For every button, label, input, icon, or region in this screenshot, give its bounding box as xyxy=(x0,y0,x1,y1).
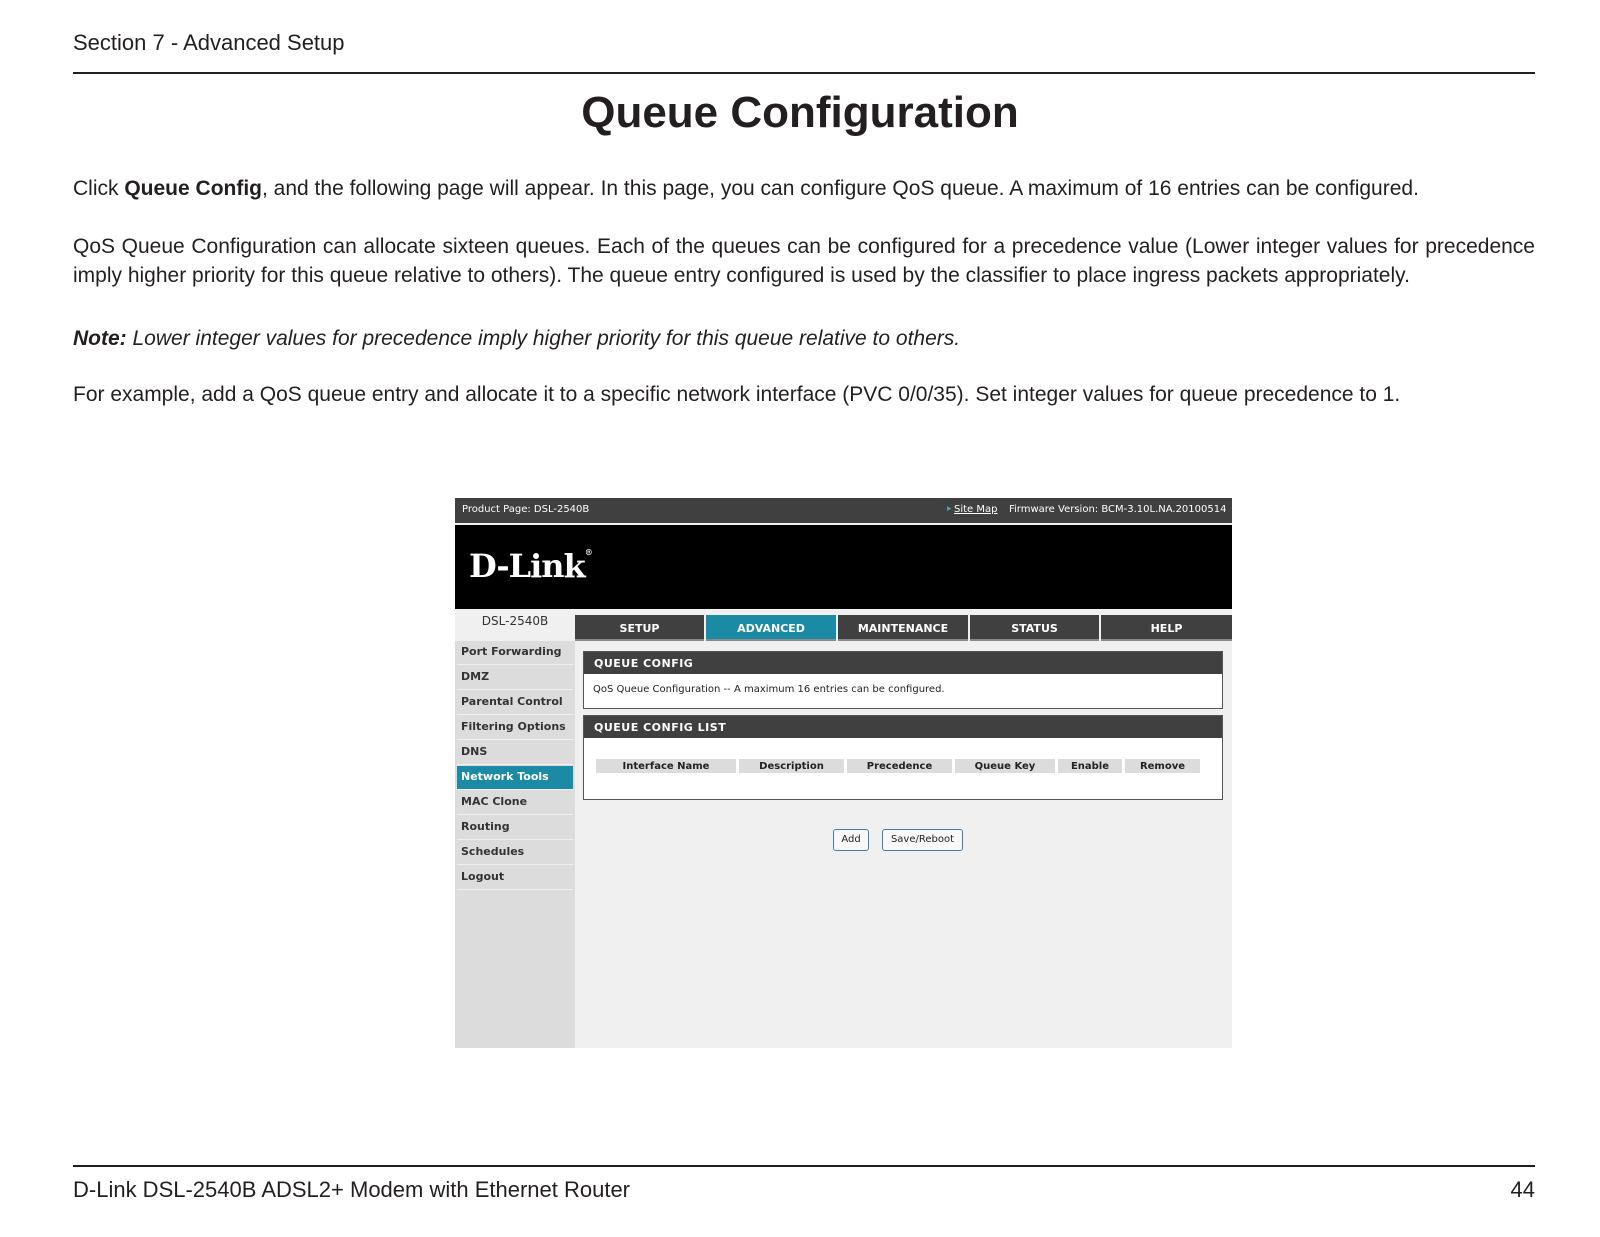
add-button[interactable]: Add xyxy=(833,829,869,851)
column-remove: Remove xyxy=(1125,759,1200,773)
footer-rule xyxy=(73,1165,1535,1167)
intro-post: , and the following page will appear. In this page, you can configure QoS queue. A maximum of 16 entries can be configured. xyxy=(262,177,1419,200)
column-description: Description xyxy=(739,759,844,773)
footer-product: D-Link DSL-2540B ADSL2+ Modem with Ethernet Router xyxy=(73,1177,631,1202)
tab-status[interactable]: STATUS xyxy=(970,615,1099,641)
dlink-logo: D-Link® xyxy=(469,547,592,585)
site-map-link[interactable]: Site Map xyxy=(954,504,998,515)
example-paragraph: For example, add a QoS queue entry and allocate it to a specific network interface (PVC 0/0/35). Set integer values for queue precedence to 1. xyxy=(73,383,1401,406)
note-text: Lower integer values for precedence imply higher priority for this queue relative to others. xyxy=(126,327,961,350)
intro-pre: Click xyxy=(73,177,125,200)
description-paragraph: QoS Queue Configuration can allocate sixteen queues. Each of the queues can be configured for a precedence value (Lower integer values for precedence imply higher priority for this queue relative to others). The queue entry configured is used by the classifier to place ingress packets appropriately. xyxy=(73,235,1535,287)
queue-config-list-panel xyxy=(583,715,1223,800)
product-page-label: Product Page: DSL-2540B xyxy=(462,504,590,515)
logo-text: D-Link xyxy=(469,547,585,585)
sidebar-item-routing[interactable]: Routing xyxy=(457,816,573,840)
column-enable: Enable xyxy=(1058,759,1122,773)
sidebar xyxy=(455,641,575,1048)
top-bar xyxy=(455,498,1232,523)
intro-paragraph xyxy=(73,174,1535,203)
sidebar-item-dmz[interactable]: DMZ xyxy=(457,666,573,690)
tab-advanced[interactable]: ADVANCED xyxy=(706,615,836,641)
sidebar-item-network-tools[interactable]: Network Tools xyxy=(457,766,573,790)
sidebar-item-mac-clone[interactable]: MAC Clone xyxy=(457,791,573,815)
page-title: Queue Configuration xyxy=(581,88,1019,137)
tab-maintenance[interactable]: MAINTENANCE xyxy=(838,615,968,641)
queue-config-title: QUEUE CONFIG xyxy=(584,652,1222,674)
section-header: Section 7 - Advanced Setup xyxy=(73,30,345,55)
queue-config-panel xyxy=(583,651,1223,709)
column-precedence: Precedence xyxy=(847,759,952,773)
firmware-version: Firmware Version: BCM-3.10L.NA.20100514 xyxy=(1009,504,1227,515)
sidebar-item-dns[interactable]: DNS xyxy=(457,741,573,765)
sidebar-item-port-forwarding[interactable]: Port Forwarding xyxy=(457,641,573,665)
header-rule xyxy=(73,72,1535,74)
sidebar-item-logout[interactable]: Logout xyxy=(457,866,573,890)
page-number: 44 xyxy=(1510,1177,1535,1202)
column-queue-key: Queue Key xyxy=(955,759,1055,773)
arrow-icon: ▸ xyxy=(947,504,952,514)
queue-config-list-title: QUEUE CONFIG LIST xyxy=(584,716,1222,738)
router-screenshot xyxy=(455,498,1232,1048)
note-paragraph xyxy=(73,324,1535,353)
tab-help[interactable]: HELP xyxy=(1101,615,1232,641)
tab-setup[interactable]: SETUP xyxy=(575,615,704,641)
banner xyxy=(455,525,1232,609)
sidebar-item-filtering-options[interactable]: Filtering Options xyxy=(457,716,573,740)
queue-config-text: QoS Queue Configuration -- A maximum 16 entries can be configured. xyxy=(593,684,945,695)
intro-bold: Queue Config xyxy=(124,177,263,200)
sidebar-item-parental-control[interactable]: Parental Control xyxy=(457,691,573,715)
model-label: DSL-2540B xyxy=(481,614,549,628)
sidebar-item-schedules[interactable]: Schedules xyxy=(457,841,573,865)
column-interface-name: Interface Name xyxy=(596,759,736,773)
note-label: Note: xyxy=(73,327,127,350)
save-reboot-button[interactable]: Save/Reboot xyxy=(882,829,963,851)
